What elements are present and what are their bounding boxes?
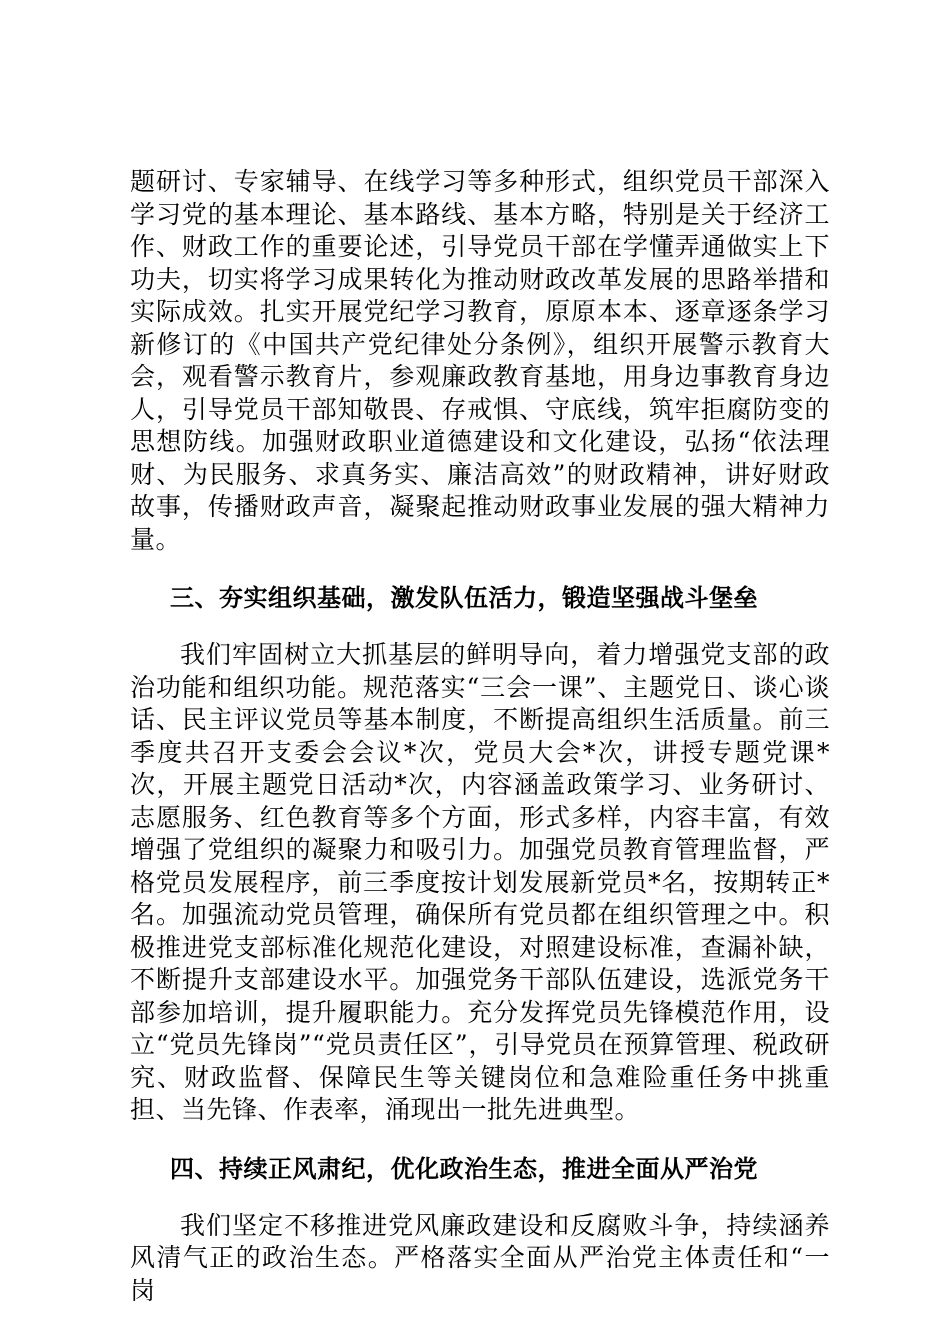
body-paragraph: 题研讨、专家辅导、在线学习等多种形式，组织党员干部深入学习党的基本理论、基本路线、基本方略，特别是关于经济工作、财政工作的重要论述，引导党员干部在学懂弄通做实上下功夫，切实将学习成果转化为推动财政改革发展的思路举措和实际成效。扎实开展党纪学习教育，原原本本、逐章逐条学习新修订的《中国共产党纪律处分条例》，组织开展警示教育大会，观看警示教育片，参观廉政教育基地，用身边事教育身边人，引导党员干部知敬畏、存戒惧、守底线，筑牢拒腐防变的思想防线。加强财政职业道德建设和文化建设，弘扬“依法理财、为民服务、求真务实、廉洁高效”的财政精神，讲好财政故事，传播财政声音，凝聚起推动财政事业发展的强大精神力量。 xyxy=(130,167,830,554)
document-page xyxy=(130,166,830,1307)
body-paragraph: 我们牢固树立大抓基层的鲜明导向，着力增强党支部的政治功能和组织功能。规范落实“三会一课”、主题党日、谈心谈话、民主评议党员等基本制度，不断提高组织生活质量。前三季度共召开支委会会议*次，党员大会*次，讲授专题党课*次，开展主题党日活动*次，内容涵盖政策学习、业务研讨、志愿服务、红色教育等多个方面，形式多样，内容丰富，有效增强了党组织的凝聚力和吸引力。加强党员教育管理监督，严格党员发展程序，前三季度按计划发展新党员*名，按期转正*名。加强流动党员管理，确保所有党员都在组织管理之中。积极推进党支部标准化规范化建设，对照建设标准，查漏补缺，不断提升支部建设水平。加强党务干部队伍建设，选派党务干部参加培训，提升履职能力。充分发挥党员先锋模范作用，设立“党员先锋岗”“党员责任区”，引导党员在预算管理、税政研究、财政监督、保障民生等关键岗位和急难险重任务中挑重担、当先锋、作表率，涌现出一批先进典型。 xyxy=(130,640,830,1124)
body-paragraph: 我们坚定不移推进党风廉政建设和反腐败斗争，持续涵养风清气正的政治生态。严格落实全面从严治党主体责任和“一岗 xyxy=(130,1210,830,1305)
section-heading-3: 三、夯实组织基础，激发队伍活力，锻造坚强战斗堡垒 xyxy=(170,584,758,612)
section-heading-4: 四、持续正风肃纪，优化政治生态，推进全面从严治党 xyxy=(170,1154,758,1183)
